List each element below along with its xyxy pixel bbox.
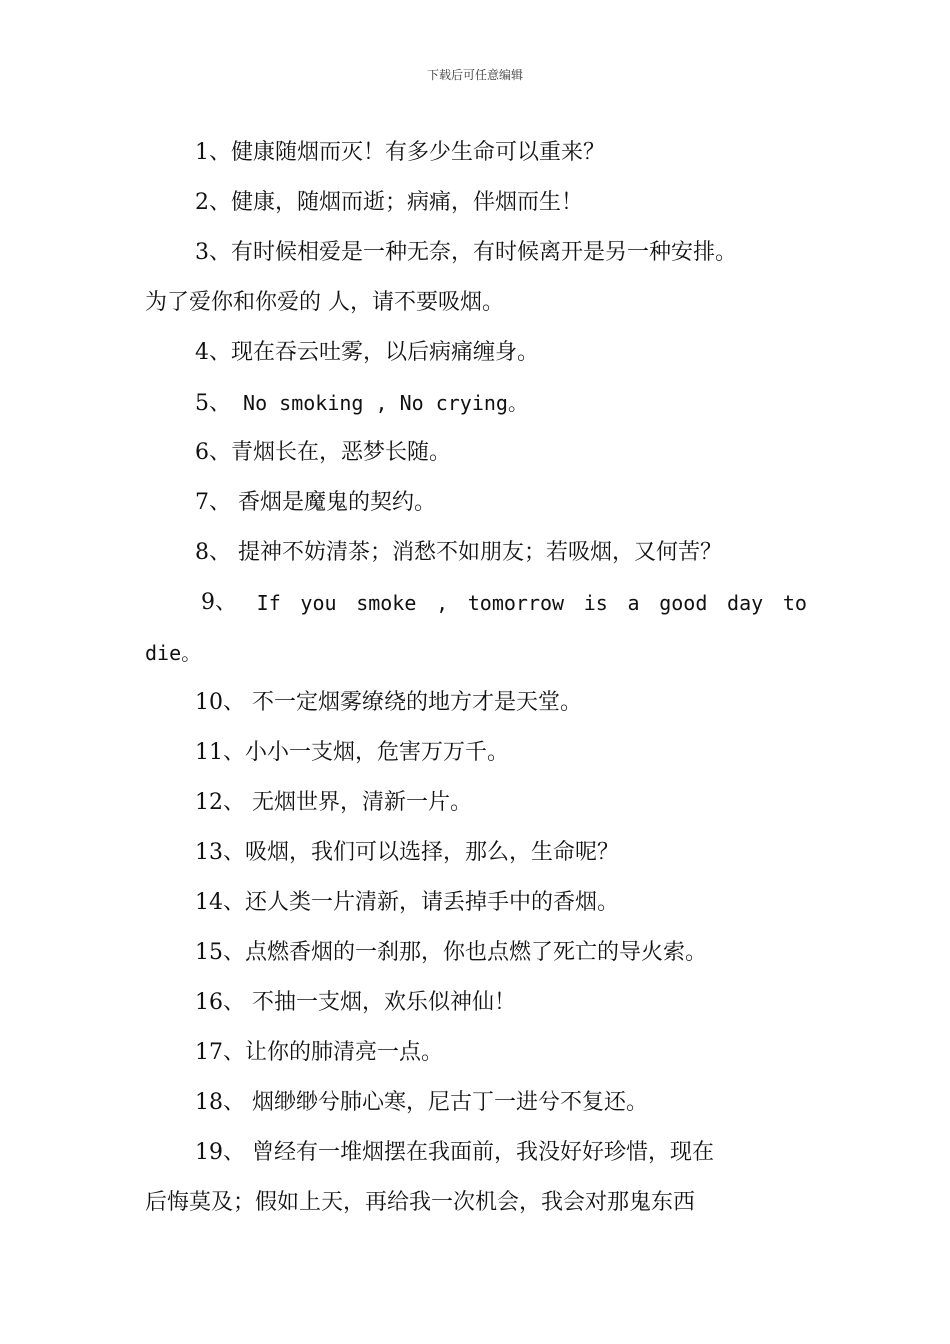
slogan-6: 6、青烟长在，恶梦长随。: [195, 440, 451, 465]
slogan-9-line-1: [145, 578, 825, 628]
slogan-4: 4、现在吞云吐雾，以后病痛缠身。: [195, 340, 539, 365]
slogan-9-word: ,: [436, 591, 449, 615]
slogan-9-word: If: [256, 591, 281, 615]
slogan-9-line-2: die。: [145, 641, 202, 665]
slogan-13: 13、吸烟，我们可以选择，那么，生命呢？: [195, 840, 619, 865]
slogan-11: 11、小小一支烟，危害万万千。: [195, 740, 509, 765]
slogan-5: [145, 378, 825, 428]
slogan-9-word: day: [727, 591, 764, 615]
slogan-2: 2、健康，随烟而逝；病痛，伴烟而生！: [195, 190, 583, 215]
slogan-9-word: good: [659, 591, 708, 615]
slogan-17: 17、让你的肺清亮一点。: [195, 1040, 443, 1065]
slogan-3-line-2: 为了爱你和你爱的 人，请不要吸烟。: [145, 290, 504, 315]
slogan-8: 8、 提神不妨清茶；消愁不如朋友；若吸烟，又何苦？: [195, 540, 722, 565]
slogan-14: 14、还人类一片清新，请丢掉手中的香烟。: [195, 890, 619, 915]
slogan-9-word: smoke: [356, 591, 417, 615]
slogan-9-number: 9、: [201, 590, 237, 615]
slogan-19-line-1: 19、 曾经有一堆烟摆在我面前，我没好好珍惜，现在: [195, 1140, 714, 1165]
document-body: [145, 128, 825, 1228]
slogan-10: 10、 不一定烟雾缭绕的地方才是天堂。: [195, 690, 582, 715]
slogan-3-line-1: 3、有时候相爱是一种无奈，有时候离开是另一种安排。: [195, 240, 737, 265]
slogan-7: 7、 香烟是魔鬼的契约。: [195, 490, 436, 515]
slogan-19-line-2: 后悔莫及；假如上天，再给我一次机会，我会对那鬼东西: [145, 1190, 696, 1215]
page-header: 下载后可任意编辑: [426, 68, 523, 82]
slogan-9-word: you: [300, 591, 337, 615]
slogan-9-word: a: [627, 591, 640, 615]
slogan-5-number: 5、: [195, 391, 231, 416]
slogan-16: 16、 不抽一支烟，欢乐似神仙！: [195, 990, 516, 1015]
slogan-15: 15、点燃香烟的一刹那，你也点燃了死亡的导火索。: [195, 940, 707, 965]
slogan-9-word: is: [583, 591, 608, 615]
slogan-18: 18、 烟缈缈兮肺心寒，尼古丁一进兮不复还。: [195, 1090, 648, 1115]
slogan-9-word: tomorrow: [467, 591, 565, 615]
slogan-5-text: No smoking , No crying。: [231, 391, 528, 415]
slogan-9-word: to: [782, 591, 807, 615]
slogan-12: 12、 无烟世界，清新一片。: [195, 790, 472, 815]
slogan-1: 1、健康随烟而灭！有多少生命可以重来？: [195, 140, 605, 165]
